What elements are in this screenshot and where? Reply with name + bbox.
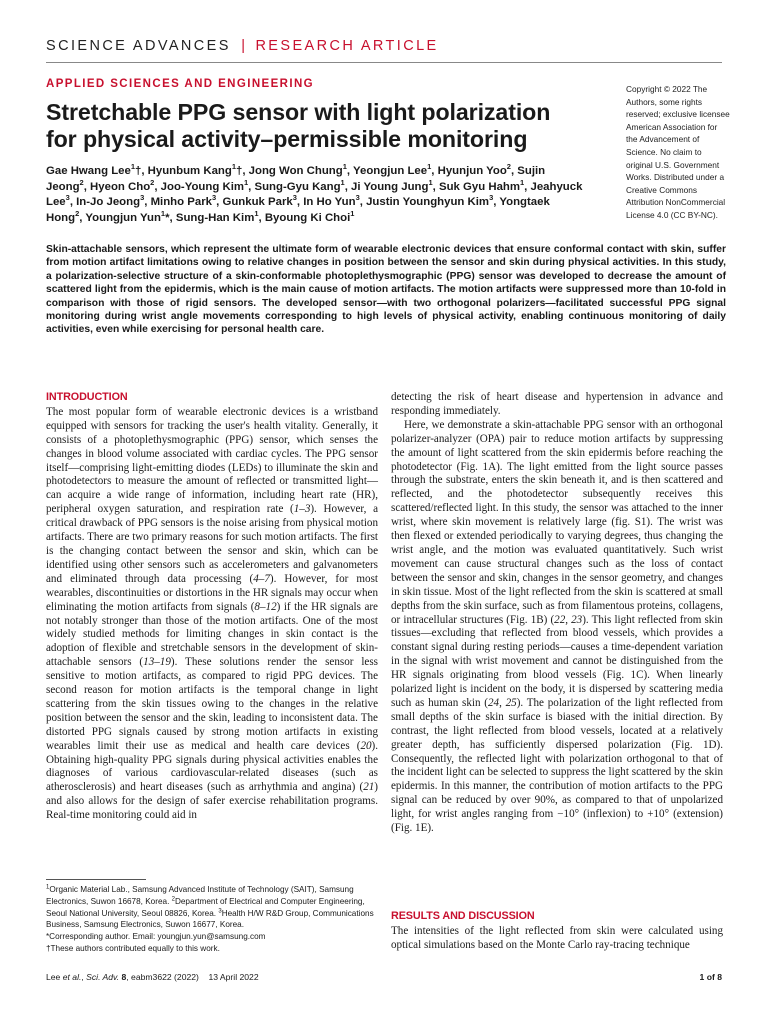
section-label: APPLIED SCIENCES AND ENGINEERING (46, 78, 315, 90)
equal-contribution-note: †These authors contributed equally to this work. (46, 943, 220, 953)
corresponding-author: *Corresponding author. Email: youngjun.yun@samsung.com (46, 932, 266, 942)
footnote-rule (46, 879, 146, 880)
body-paragraph: Here, we demonstrate a skin-attachable PPG sensor with an orthogonal polarizer-analyzer (OPA) pair to reduce motion artifacts by suppressing the amount of light scattered from the skin epidermis before reaching the photodetector (Fig. 1A). The light emitted from the light source passes through the substrate, enters the skin beneath it, and is then scattered and reflected, and the photodetector subsequently receives this scattered/reflected light. In this study, the sensor was attached to the inner wrist, where skin movement is relatively large (fig. S1). The wrist was then flexed or extended periodically to varying degrees, thus changing the wrist angle, and the motion was evaluated quantitatively. Such wrist movement can cause structural changes such as the loss of contact between the sensor and skin, changes in the sensor geometry, and changes in skin tissue. Most of the light reflected from the skin is scattered at small depths from the skin surface, such as from filamentous proteins, collagens, or intracellular structures (Fig. 1B) (22, 23). This light reflected from skin tissues—excluding that reflected from blood vessels, which provides a constant signal during resting periods—causes a time-dependent variation in the signal with wrist movement and cannot be distinguished from the HR signals originating from blood vessels (Fig. 1C). When linearly polarized light is incident on the body, it is dispersed by scattering media such as human skin (24, 25). The polarization of the light reflected from small depths of the skin surface is biased with the initial direction. By contrast, the light reflected from blood vessels, located at a relatively greater depth, has sufficiently dispersed polarization (Fig. 1D). Consequently, the reflected light with polarization orthogonal to that of the incident light can be selected to suppress the light scattered by the skin epidermis. In this manner, the contribution of motion artifacts to the PPG signal can be reduced by over 90%, as compared to that of unpolarized light, for wrist angles ranging from −10° (inflexion) to +10° (extension) (Fig. 1E). (391, 418, 723, 835)
introduction-heading: INTRODUCTION (46, 391, 128, 403)
right-column (391, 391, 723, 836)
continuation-paragraph: detecting the risk of heart disease and hypertension in advance and responding immediately. (391, 391, 723, 417)
journal-name: SCIENCE ADVANCES (46, 38, 231, 54)
abstract (46, 243, 726, 337)
affiliations (46, 884, 378, 955)
article-type: RESEARCH ARTICLE (255, 38, 439, 54)
author-list: Gae Hwang Lee$^1$†, Hyunbum Kang$^1$†, Jong Won Chung$^1$, Yeongjun Lee$^1$, Hyunjun Yoo$^2$, Sujin Jeong$^2$, Hyeon Cho$^2$, Joo-Young Kim$^1$, Sung-Gyu Kang$^1$, Ji Young Jung$^1$, Suk Gyu Hahm$^1$, Jeahyuck Lee$^3$, In-Jo Jeong$^3$, Minho Park$^3$, Gunkuk Park$^3$, In Ho Yun$^3$, Justin Younghyun Kim$^3$, Yongtaek Hong$^2$, Youngjun Yun$^1$*, Sung-Han Kim$^1$, Byoung Ki Choi$^1$ (46, 162, 583, 224)
left-column (46, 391, 378, 823)
article-title: Stretchable PPG sensor with light polarization for physical activity–permissible monitoring (46, 99, 551, 152)
header-rule (46, 62, 722, 63)
header-separator: | (241, 38, 245, 54)
journal-header (46, 38, 439, 54)
results-paragraph: The intensities of the light reflected from skin were calculated using optical simulations based on the Monte Carlo ray-tracing technique (391, 924, 723, 951)
results-section (391, 910, 723, 953)
copyright-notice: Copyright © 2022 The Authors, some rights reserved; exclusive licensee American Association for the Advancement of Science. No claim to original U.S. Government Works. Distributed under a Creative Commons Attribution NonCommercial License 4.0 (CC BY-NC). (626, 84, 730, 220)
introduction-paragraph: The most popular form of wearable electronic devices is a wristband equipped with sensors for tracking the user's health vitality. Generally, it consists of a photoplethysmographic (PPG) sensor, which senses the changes in blood volume associated with cardiac cycles. The PPG sensor itself—comprising light-emitting diodes (LEDs) to illuminate the skin and photodetectors to measure the amount of reflected or transmitted light—can acquire a wide range of information, including heart rate (HR), peripheral oxygen saturation, and respiration rate (1–3). However, a critical drawback of PPG sensors is the noise arising from physical motion artifacts. There are two primary reasons for such motion artifacts. The first is the changing contact between the sensor and skin, which can be identified using other sensors such as accelerometers and galvanometers and eliminated through data processing (4–7). However, for most wearables, discontinuities or distortions in the HR signals may occur when eliminating the motion artifacts from signals (8–12) if the HR signals are not notably stronger than those of the motion artifacts. One of the most widely studied methods for limiting changes in skin contact is the adoption of flexible and stretchable sensors in the development of skin-attachable sensors (13–19). These solutions render the sensor less sensitive to motion artifacts, as compared to rigid PPG devices. The second reason for motion artifacts is the temporal change in light scattering from the skin tissues owing to the changes in the relative position between the sensor and the skin, leading to inconsistent data. The distorted PPG signals caused by strong motion artifacts in existing wearables limit their use as medical and health care devices (20). Obtaining high-quality PPG signals during physical activities enables the diagnoses of various cardiovascular-related diseases (such as atherosclerosis) and heart diseases (such as arrhythmia and angina) (21) and also allows for the design of safer exercise rehabilitation programs. Real-time monitoring could aid in (46, 405, 379, 822)
page-number: 1 of 8 (699, 972, 722, 982)
results-heading: RESULTS AND DISCUSSION (391, 910, 535, 922)
footer-citation: Lee et al., Sci. Adv. 8, eabm3622 (2022) 13 April 2022 (46, 972, 259, 982)
abstract-text: Skin-attachable sensors, which represent the ultimate form of wearable electronic devices that ensure conformal contact with skin, suffer from motion artifact limitations owing to relative changes in position between the sensor and skin during physical activities. In this study, a polarization-selective structure of a skin-conformable photoplethysmographic (PPG) sensor was developed to decrease the amount of scattered light from the epidermis, which is the main cause of motion artifacts. The motion artifacts were suppressed more than 10-fold in comparison with those of rigid sensors. The developed sensor—with two orthogonal polarizers—facilitated successful PPG signal monitoring during wrist angle movements corresponding to high levels of physical activity, enabling continuous monitoring of daily activities, even while exercising for personal health care. (46, 244, 726, 336)
affiliation-list: $^1$Organic Material Lab., Samsung Advanced Institute of Technology (SAIT), Samsung Electronics, Suwon 16678, Korea. $^2$Department of Electrical and Computer Engineering, Seoul National University, Seoul 08826, Korea. $^3$Health H/W R&D Group, Communications Business, Samsung Electronics, Suwon 16677, Korea. (46, 884, 374, 930)
